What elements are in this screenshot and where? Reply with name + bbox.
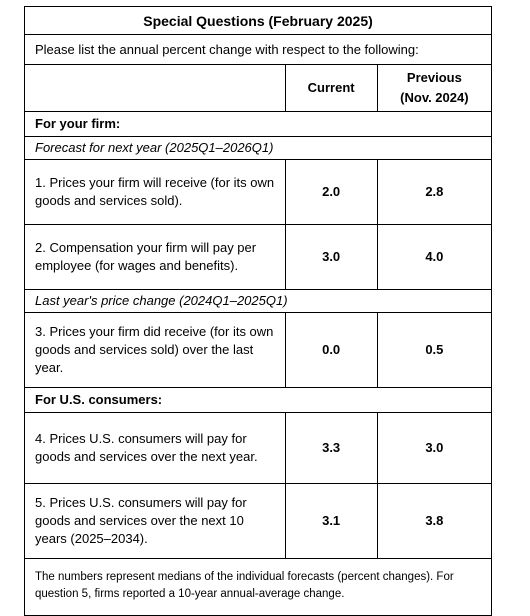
subsection-label-forecast: Forecast for next year (2025Q1–2026Q1): [25, 137, 492, 160]
column-header-previous-line1: Previous: [406, 70, 462, 85]
column-header-previous: [377, 65, 491, 112]
special-questions-table-container: [24, 6, 492, 616]
instruction-text: Please list the annual percent change with respect to the following:: [25, 35, 492, 65]
value-previous: 3.0: [377, 413, 491, 484]
special-questions-table: [24, 6, 492, 616]
section-row-firm: [25, 112, 492, 137]
value-previous: 0.5: [377, 313, 491, 388]
subsection-label-last-year: Last year's price change (2024Q1–2025Q1): [25, 290, 492, 313]
value-current: 2.0: [285, 160, 377, 225]
subsection-row-last-year: [25, 290, 492, 313]
table-row: [25, 413, 492, 484]
table-row: [25, 225, 492, 290]
value-current: 3.0: [285, 225, 377, 290]
value-current: 3.3: [285, 413, 377, 484]
instruction-row: [25, 35, 492, 65]
table-row: [25, 313, 492, 388]
question-text: 3. Prices your firm did receive (for its own goods and services sold) over the last year.: [25, 313, 286, 388]
value-current: 3.1: [285, 484, 377, 559]
value-previous: 4.0: [377, 225, 491, 290]
question-text: 1. Prices your firm will receive (for its own goods and services sold).: [25, 160, 286, 225]
table-row: [25, 484, 492, 559]
footnote-row: [25, 559, 492, 616]
footnote-text: The numbers represent medians of the individual forecasts (percent changes). For question 5, firms reported a 10-year annual-average change.: [25, 559, 492, 616]
column-header-row: [25, 65, 492, 112]
question-text: 5. Prices U.S. consumers will pay for goods and services over the next 10 years (2025–2034).: [25, 484, 286, 559]
value-previous: 3.8: [377, 484, 491, 559]
header-blank-cell: [25, 65, 286, 112]
question-text: 4. Prices U.S. consumers will pay for goods and services over the next year.: [25, 413, 286, 484]
value-current: 0.0: [285, 313, 377, 388]
section-label-consumers: For U.S. consumers:: [25, 388, 492, 413]
column-header-previous-line2: (Nov. 2024): [400, 90, 469, 105]
question-text: 2. Compensation your firm will pay per employee (for wages and benefits).: [25, 225, 286, 290]
value-previous: 2.8: [377, 160, 491, 225]
table-title: Special Questions (February 2025): [25, 7, 492, 35]
title-row: [25, 7, 492, 35]
section-row-consumers: [25, 388, 492, 413]
column-header-current: Current: [285, 65, 377, 112]
section-label-firm: For your firm:: [25, 112, 492, 137]
subsection-row-forecast: [25, 137, 492, 160]
table-row: [25, 160, 492, 225]
